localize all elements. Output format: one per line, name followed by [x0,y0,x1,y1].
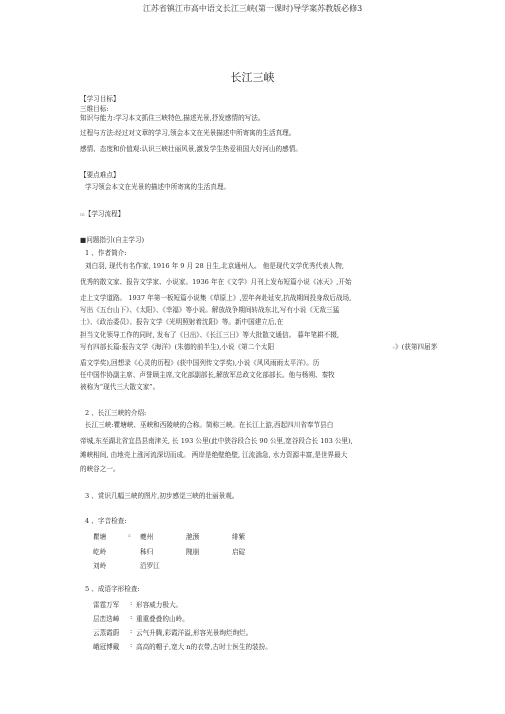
knowledge-goal: 知识与能力:学习本文抓住三峡特色,描述光景,抒发感情的写法。 [80,114,265,122]
flow-heading-text: 【学习流程】 [84,210,125,218]
idiom-word: 层峦迭嶂 [93,615,120,623]
bio-line: 写有四部长篇:报告文学《海洋》(朱德的前半生),小说《第二个太阳 [80,343,275,351]
idiom-def: 高高的帽子,宽大 n的衣带,古时士医生的装扮。 [136,643,272,651]
process-goal: 过程与方法:经过对文章的学习,领会本文在光景描述中所寄寓的生活真理。 [80,129,296,137]
q5-label: 5 、成语字形检查: [85,585,140,593]
intro-line: 的峡谷之一。 [80,465,120,473]
char-cell: 沿罗江 [140,562,160,570]
idiom-sep: : [130,627,133,635]
char-mark: x [128,533,131,539]
key-heading: 【要点难点】 [80,171,120,179]
char-cell: 屹岭 [93,548,107,556]
bio-line: 盾文学奖),回想录《心灵的历程》(获中国列传文学奖),小说《风风雨雨太平洋》。历 [80,359,320,367]
three-dim-label: 三维目标: [80,105,109,113]
idiom-sep: : [130,613,133,621]
idiom-word: 云蒸霞蔚 [93,629,120,637]
char-cell: 夔州 [140,533,154,541]
bio-line: 写出《五台山下》、《太阳》、《幸福》等小说。解放战争期间转战东北,写有小说《无敌三猛 [80,306,340,314]
char-cell: 隗崩 [186,548,200,556]
flow-heading [80,210,124,220]
emotion-goal: 感情、态度和价值观:认识三峡壮丽风景,激发学生热爱祖国大好河山的感情。 [80,145,302,153]
bio-line: 士》、《政治委员》、报告文学《光明照射着沈阳》等。新中国建立后,在 [80,318,284,326]
bio-tail-mark: » [392,345,396,351]
idiom-word: 峨冠博戴 [93,643,120,651]
char-cell: 秭归 [140,548,154,556]
idiom-sep: : [130,599,133,607]
idiom-sep: : [130,641,133,649]
char-cell: 瞿塘 [93,533,107,541]
running-header: 江苏省镇江市高中语文长江三峡(第一课时)导学案苏教版必修3 [142,4,363,13]
q3-label: 3 、赏识几幅三峡的图片,初步感觉三峡的壮丽景观。 [85,492,239,500]
bio-line: 被称为“现代三大散文家”。 [80,383,160,391]
q2-label: 2 、长江三峡的介绍: [85,409,147,417]
char-cell: 绯紫 [232,533,246,541]
intro-line: 帝城,东至湖北省宜昌县南津关, 长 193 公里(此中狭谷段合长 90 公里,宽谷段合长 103 公里), [80,437,353,445]
flow-mark: m [80,212,85,218]
idiom-def: 重重叠叠的山岭。 [136,615,189,623]
bio-line: 走上文学道路。 1937 年第一板短篇小说集《草原上》,翌年奔赴延安,抗战期间投身敌后战场, [80,294,352,302]
questions-heading: ■问题指引(自主学习) [80,236,145,244]
bio-line: 担当文化领导工作的同时, 发布了《日出》、《长江三日》等大批散文通信。 暮年笔耕不辍, [80,331,339,339]
idiom-def: 云气升腾,彩霞洋溢,形容光景绚烂绚烂。 [136,629,253,637]
char-cell: 滟滪 [186,533,200,541]
page-title: 长江三峡 [230,71,275,84]
intro-line: 滩峡相间, 由地壳上涨河流深切而成。 两岸是绝壁绝壁, 江流湍急, 水力资源丰富,是世界最大 [80,451,348,459]
bio-line: 刘白羽, 现代有名作家, 1916 年 9 月 28 日生,北京通州人。 他是现代文学优秀代表人物, [85,262,344,270]
idiom-def: 形容威力极大。 [136,601,183,609]
bio-tail-text: 》(获第四届茅 [395,343,438,351]
char-cell: 启碇 [232,548,246,556]
intro-line: 长江三峡:瞿塘峡、巫峡和西陵峡的合称。简称三峡。在长江上游,西起四川省奉节县白 [85,421,334,429]
bio-line: 优秀的散文家、报告文学家、小说家。1936 年在《文学》月刊上发布短篇小说《冰天》,开始 [80,278,352,286]
bio-line: 任中国作协副主席、声誉顾主席,文化部副部长,解放军总政文化部部长。他与杨朔、秦牧 [80,371,335,379]
q4-label: 4 、字音检查: [85,517,127,525]
char-cell: 刘岭 [93,562,107,570]
objectives-heading: 【学习目标】 [80,95,120,103]
idiom-word: 雷霆万军 [93,601,120,609]
key-text: 学习领会本文在光景的描述中所寄寓的生活真理。 [85,183,231,191]
q1-label: 1 、作者简介: [85,249,127,257]
bio-tail [392,343,437,353]
